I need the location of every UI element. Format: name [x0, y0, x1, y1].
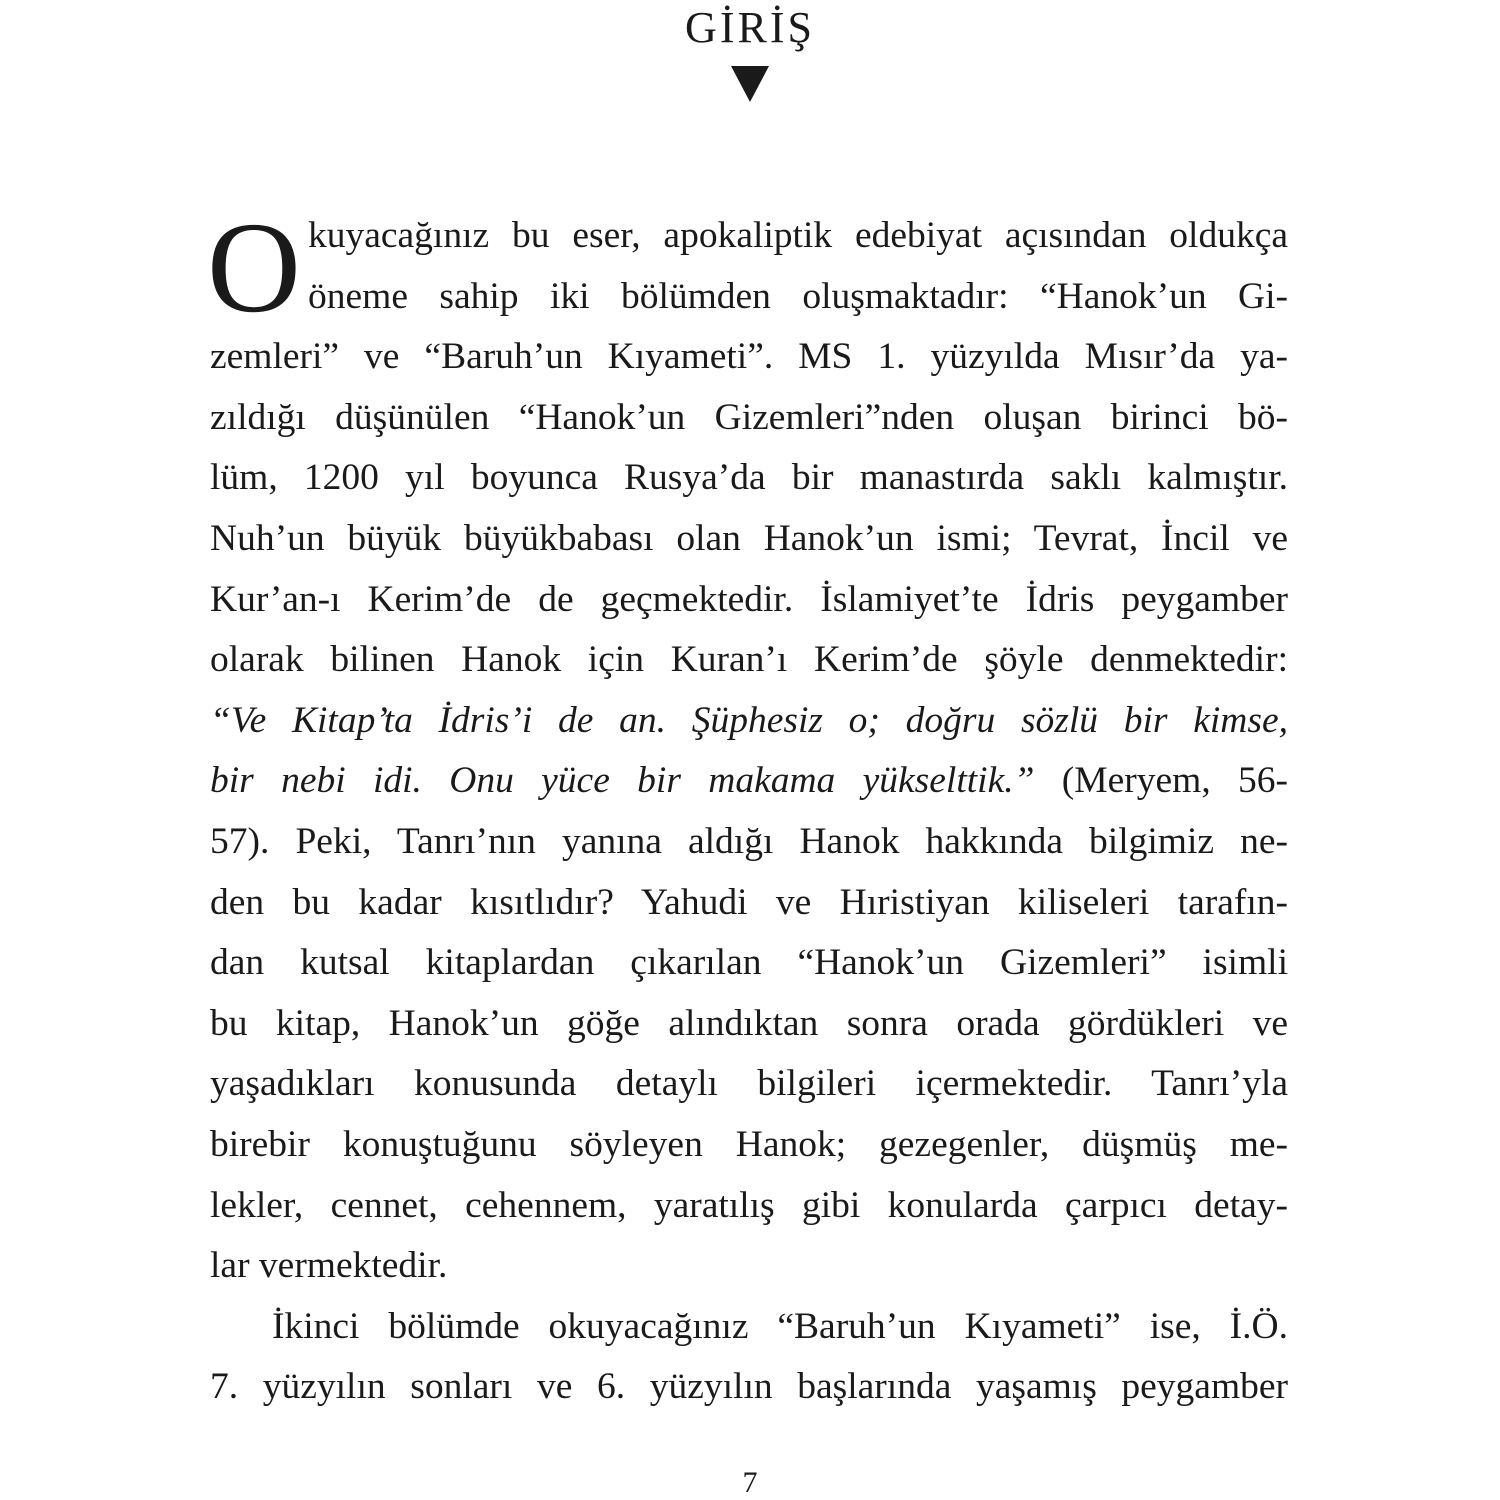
text-line: kuyacağınız bu eser, apokaliptik edebiyat açısından oldukça: [308, 215, 1288, 256]
body-text: [210, 206, 1288, 1418]
quote-line: [210, 691, 1288, 752]
text-line: den bu kadar kısıtlıdır? Yahudi ve Hıristiyan kiliseleri tarafın-: [210, 881, 1288, 923]
text-line: dan kutsal kitaplardan çıkarılan “Hanok’un Gizemleri” isimli: [210, 942, 1288, 984]
quote-text: “Ve Kitap’ta İdris’i de an. Şüphesiz o; doğru sözlü bir kimse,: [210, 699, 1288, 741]
text-line: Nuh’un büyük büyükbabası olan Hanok’un ismi; Tevrat, İncil ve: [210, 517, 1288, 559]
drop-cap: O: [207, 196, 301, 340]
text-line: lar vermektedir.: [210, 1245, 448, 1287]
text-line: öneme sahip iki bölümden oluşmaktadır: “Hanok’un Gi-: [308, 275, 1288, 317]
citation-text: (Meryem, 56-: [1034, 760, 1289, 802]
down-triangle-icon: [731, 66, 769, 102]
text-line: zemleri” ve “Baruh’un Kıyameti”. MS 1. yüzyılda Mısır’da ya-: [210, 336, 1288, 378]
text-line: lekler, cennet, cehennem, yaratılış gibi konularda çarpıcı detay-: [210, 1184, 1288, 1226]
text-line: 7. yüzyılın sonları ve 6. yüzyılın başlarında yaşamış peygamber: [210, 1366, 1288, 1408]
text-line: lüm, 1200 yıl boyunca Rusya’da bir manastırda saklı kalmıştır.: [210, 457, 1288, 499]
text-line: 57). Peki, Tanrı’nın yanına aldığı Hanok hakkında bilgimiz ne-: [210, 820, 1288, 862]
text-line: bu kitap, Hanok’un göğe alındıktan sonra orada gördükleri ve: [210, 1002, 1288, 1044]
text-line: yaşadıkları konusunda detaylı bilgileri içermektedir. Tanrı’yla: [210, 1063, 1288, 1105]
text-line: Kur’an-ı Kerim’de de geçmektedir. İslamiyet’te İdris peygamber: [210, 578, 1288, 620]
quote-text: bir nebi idi. Onu yüce bir makama yükselttik.”: [210, 760, 1035, 802]
quote-line: [210, 751, 1288, 812]
text-line: olarak bilinen Hanok için Kuran’ı Kerim’de şöyle denmektedir:: [210, 639, 1288, 681]
text-line: İkinci bölümde okuyacağınız “Baruh’un Kıyameti” ise, İ.Ö.: [272, 1305, 1288, 1347]
text-line: zıldığı düşünülen “Hanok’un Gizemleri”nden oluşan birinci bö-: [210, 396, 1288, 438]
chapter-title: GİRİŞ: [685, 3, 815, 52]
text-line: birebir konuştuğunu söyleyen Hanok; gezegenler, düşmüş me-: [210, 1123, 1288, 1165]
page-number: 7: [742, 1466, 758, 1499]
